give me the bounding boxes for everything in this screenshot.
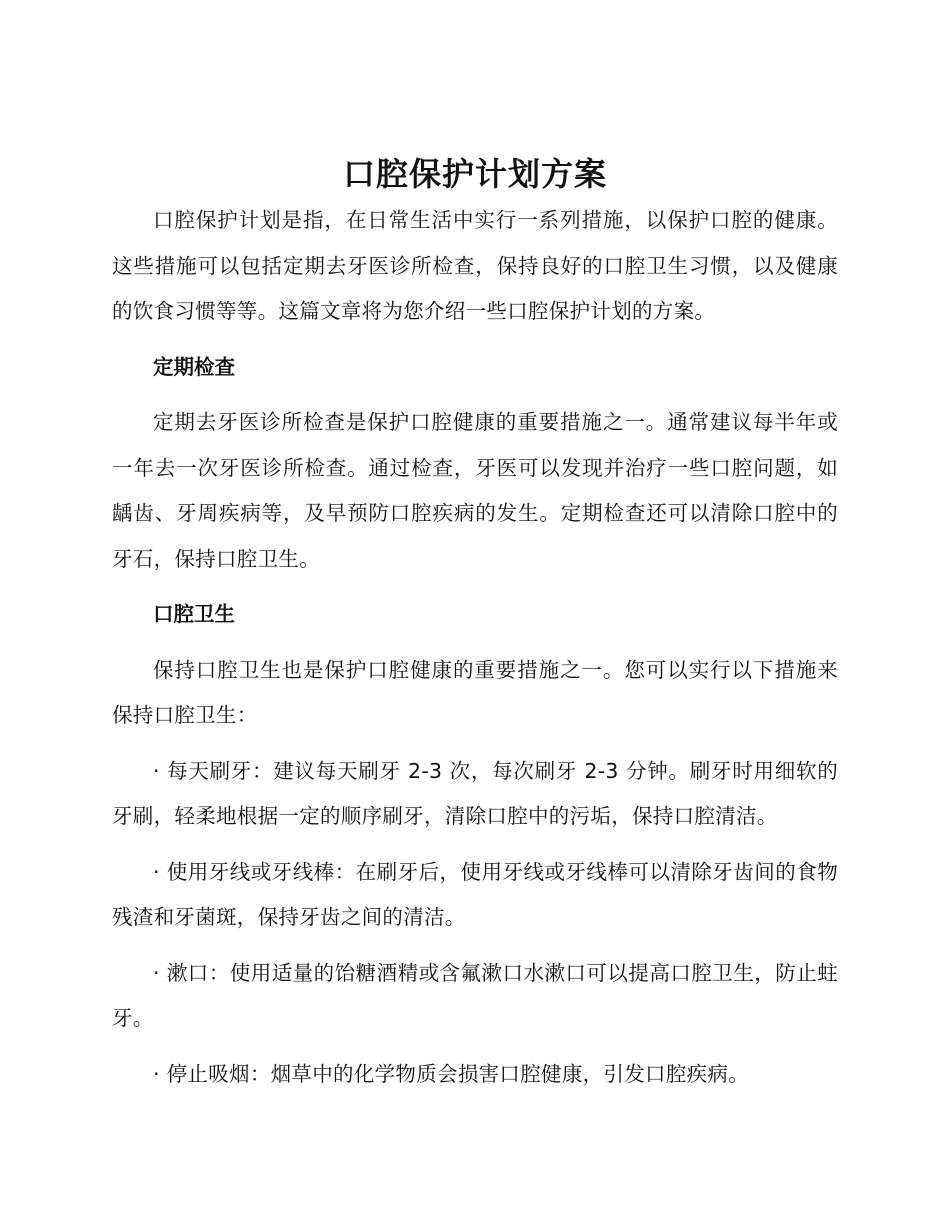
bullet-item-brushing: · 每天刷牙：建议每天刷牙 2-3 次，每次刷牙 2-3 分钟。刷牙时用细软的牙刷，轻柔地根据一定的顺序刷牙，清除口腔中的污垢，保持口腔清洁。: [112, 758, 838, 828]
bullet-item-floss: · 使用牙线或牙线棒：在刷牙后，使用牙线或牙线棒可以清除牙齿间的食物残渣和牙菌斑，保持牙齿之间的清洁。: [112, 859, 838, 929]
section-paragraph-regular-checkup: 定期去牙医诊所检查是保护口腔健康的重要措施之一。通常建议每半年或一年去一次牙医诊所检查。通过检查，牙医可以发现并治疗一些口腔问题，如龋齿、牙周疾病等，及早预防口腔疾病的发生。定期检查还可以清除口腔中的牙石，保持口腔卫生。: [112, 410, 838, 571]
document-body: [112, 198, 838, 1097]
spacer: [112, 840, 838, 850]
section-paragraph-oral-hygiene: 保持口腔卫生也是保护口腔健康的重要措施之一。您可以实行以下措施来保持口腔卫生：: [112, 657, 838, 727]
spacer: [112, 1042, 838, 1052]
section-heading-regular-checkup: 定期检查: [153, 354, 235, 379]
spacer: [112, 739, 838, 749]
document-title: 口腔保护计划方案: [342, 155, 607, 193]
intro-paragraph: 口腔保护计划是指，在日常生活中实行一系列措施，以保护口腔的健康。这些措施可以包括定期去牙医诊所检查，保持良好的口腔卫生习惯，以及健康的饮食习惯等等。这篇文章将为您介绍一些口腔保护计划的方案。: [112, 208, 838, 323]
spacer: [112, 941, 838, 951]
section-heading-oral-hygiene: 口腔卫生: [153, 602, 235, 626]
bullet-item-quit-smoking: · 停止吸烟：烟草中的化学物质会损害口腔健康，引发口腔疾病。: [153, 1061, 750, 1086]
spacer: [112, 390, 838, 400]
spacer: [112, 582, 838, 592]
spacer: [112, 335, 838, 345]
bullet-item-mouthwash: · 漱口：使用适量的饴糖酒精或含氟漱口水漱口可以提高口腔卫生，防止蛀牙。: [112, 960, 838, 1030]
spacer: [112, 638, 838, 648]
